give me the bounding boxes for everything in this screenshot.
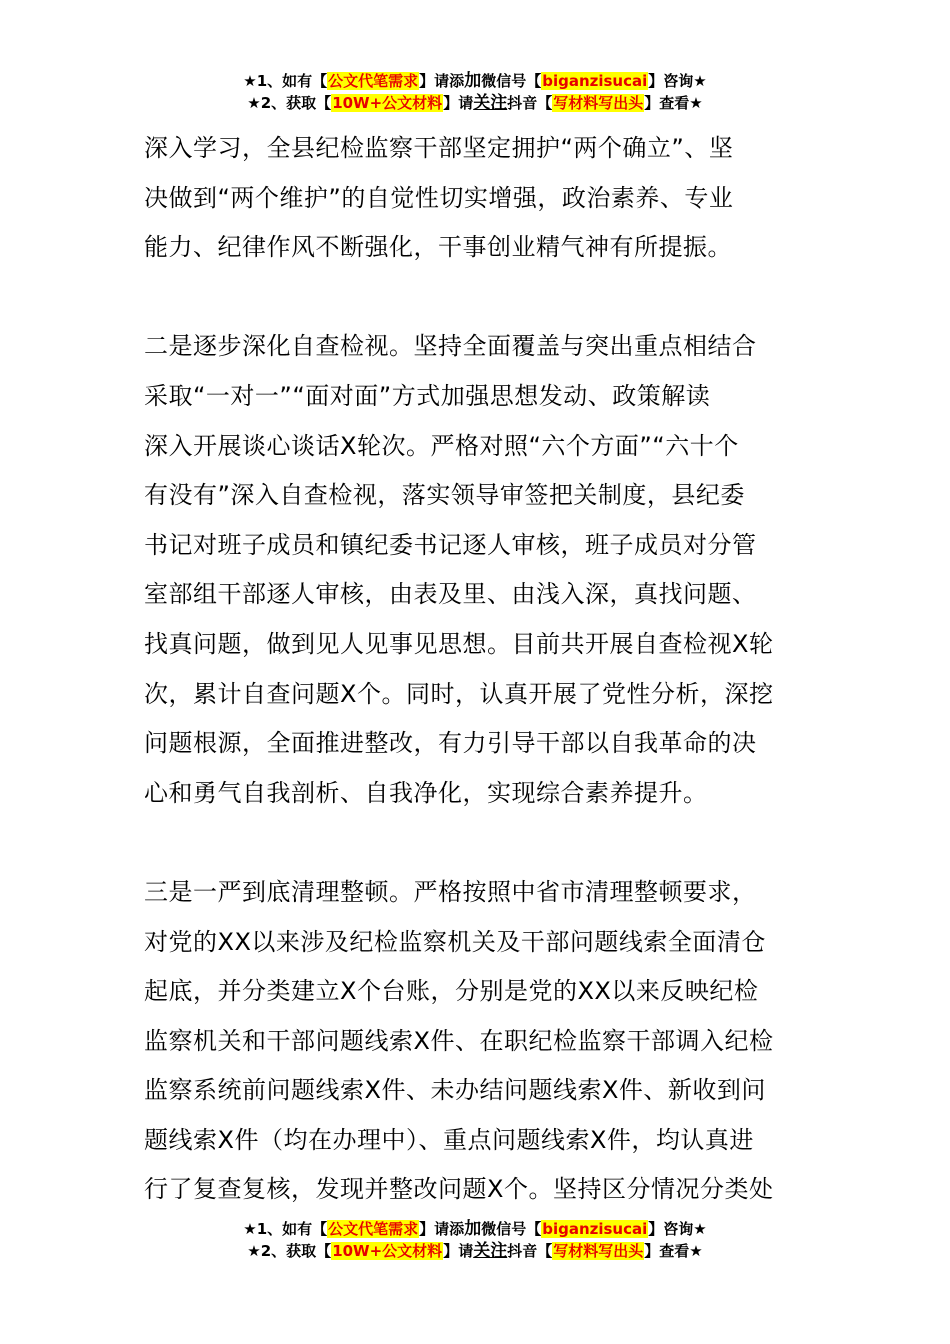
banner-text: 】请 (443, 1242, 474, 1260)
banner-text: 】请添 (419, 1220, 465, 1238)
banner-line-2 (0, 1240, 950, 1262)
banner-text: 】查看★ (644, 94, 703, 112)
body-line: 问题根源，全面推进整改，有力引导干部以自我革命的决 (144, 729, 757, 758)
banner-highlight: biganzisucai (542, 72, 648, 90)
banner-highlight: 写材料写出头 (553, 94, 644, 112)
banner-text-underlined: 关注 (473, 1241, 508, 1261)
banner-text: 微信号【 (481, 72, 542, 90)
banner-text: 】咨询★ (648, 1220, 707, 1238)
body-line: 行了复查复核，发现并整改问题X个。坚持区分情况分类处 (144, 1175, 774, 1204)
banner-highlight: 10W+公文材料 (332, 1242, 443, 1260)
body-line: 室部组干部逐人审核，由表及里、由浅入深，真找问题、 (144, 580, 757, 609)
banner-line-1 (0, 70, 950, 92)
banner-line-2 (0, 92, 950, 114)
banner-text: 】咨询★ (648, 72, 707, 90)
body-line: 采取“一对一”“面对面”方式加强思想发动、政策解读 (144, 381, 711, 410)
banner-text-underlined: 关注 (473, 93, 508, 113)
banner-highlight: biganzisucai (542, 1220, 648, 1238)
banner-text-large: 加 (464, 1219, 482, 1239)
body-line: 能力、纪律作风不断强化，干事创业精气神有所提振。 (144, 233, 732, 262)
body-line: 有没有”深入自查检视，落实领导审签把关制度，县纪委 (144, 481, 745, 510)
bottom-banner (0, 1218, 950, 1262)
banner-text: ★2、获取【 (247, 1242, 332, 1260)
body-line: 深入学习，全县纪检监察干部坚定拥护“两个确立”、坚 (144, 134, 734, 162)
top-banner (0, 70, 950, 114)
body-line: 监察系统前问题线索X件、未办结问题线索X件、新收到问 (144, 1076, 766, 1105)
banner-line-1 (0, 1218, 950, 1240)
body-line: 对党的XX以来涉及纪检监察机关及干部问题线索全面清仓 (144, 927, 766, 956)
body-line: 三是一严到底清理整顿。严格按照中省市清理整顿要求， (144, 877, 757, 906)
body-line: 监察机关和干部问题线索X件、在职纪检监察干部调入纪检 (144, 1026, 774, 1055)
banner-text: 】查看★ (644, 1242, 703, 1260)
banner-highlight: 写材料写出头 (553, 1242, 644, 1260)
body-line: 书记对班子成员和镇纪委书记逐人审核，班子成员对分管 (144, 530, 757, 559)
body-line: 深入开展谈心谈话X轮次。严格对照“六个方面”“六十个 (144, 431, 739, 460)
paragraph-gap (144, 818, 808, 868)
banner-text: ★2、获取【 (247, 94, 332, 112)
banner-text: 】请添 (419, 72, 465, 90)
banner-highlight: 公文代笔需求 (328, 1220, 419, 1238)
banner-highlight: 10W+公文材料 (332, 94, 443, 112)
body-line: 次，累计自查问题X个。同时，认真开展了党性分析，深挖 (144, 679, 774, 708)
banner-text: 抖音【 (507, 1242, 553, 1260)
body-line: 心和勇气自我剖析、自我净化，实现综合素养提升。 (144, 778, 708, 807)
banner-text: ★1、如有【 (243, 72, 328, 90)
banner-text: 微信号【 (481, 1220, 542, 1238)
banner-text: ★1、如有【 (243, 1220, 328, 1238)
body-line: 题线索X件（均在办理中）、重点问题线索X件，均认真进 (144, 1125, 754, 1154)
banner-text: 】请 (443, 94, 474, 112)
body-line: 决做到“两个维护”的自觉性切实增强，政治素养、专业 (144, 183, 734, 212)
banner-text: 抖音【 (507, 94, 553, 112)
body-line: 找真问题，做到见人见事见思想。目前共开展自查检视X轮 (144, 629, 774, 658)
banner-highlight: 公文代笔需求 (328, 72, 419, 90)
document-body (144, 124, 808, 1215)
paragraph-gap (144, 273, 808, 323)
body-line: 起底，并分类建立X个台账，分别是党的XX以来反映纪检 (144, 977, 759, 1006)
body-line: 二是逐步深化自查检视。坚持全面覆盖与突出重点相结合 (144, 332, 757, 361)
banner-text-large: 加 (464, 71, 482, 91)
